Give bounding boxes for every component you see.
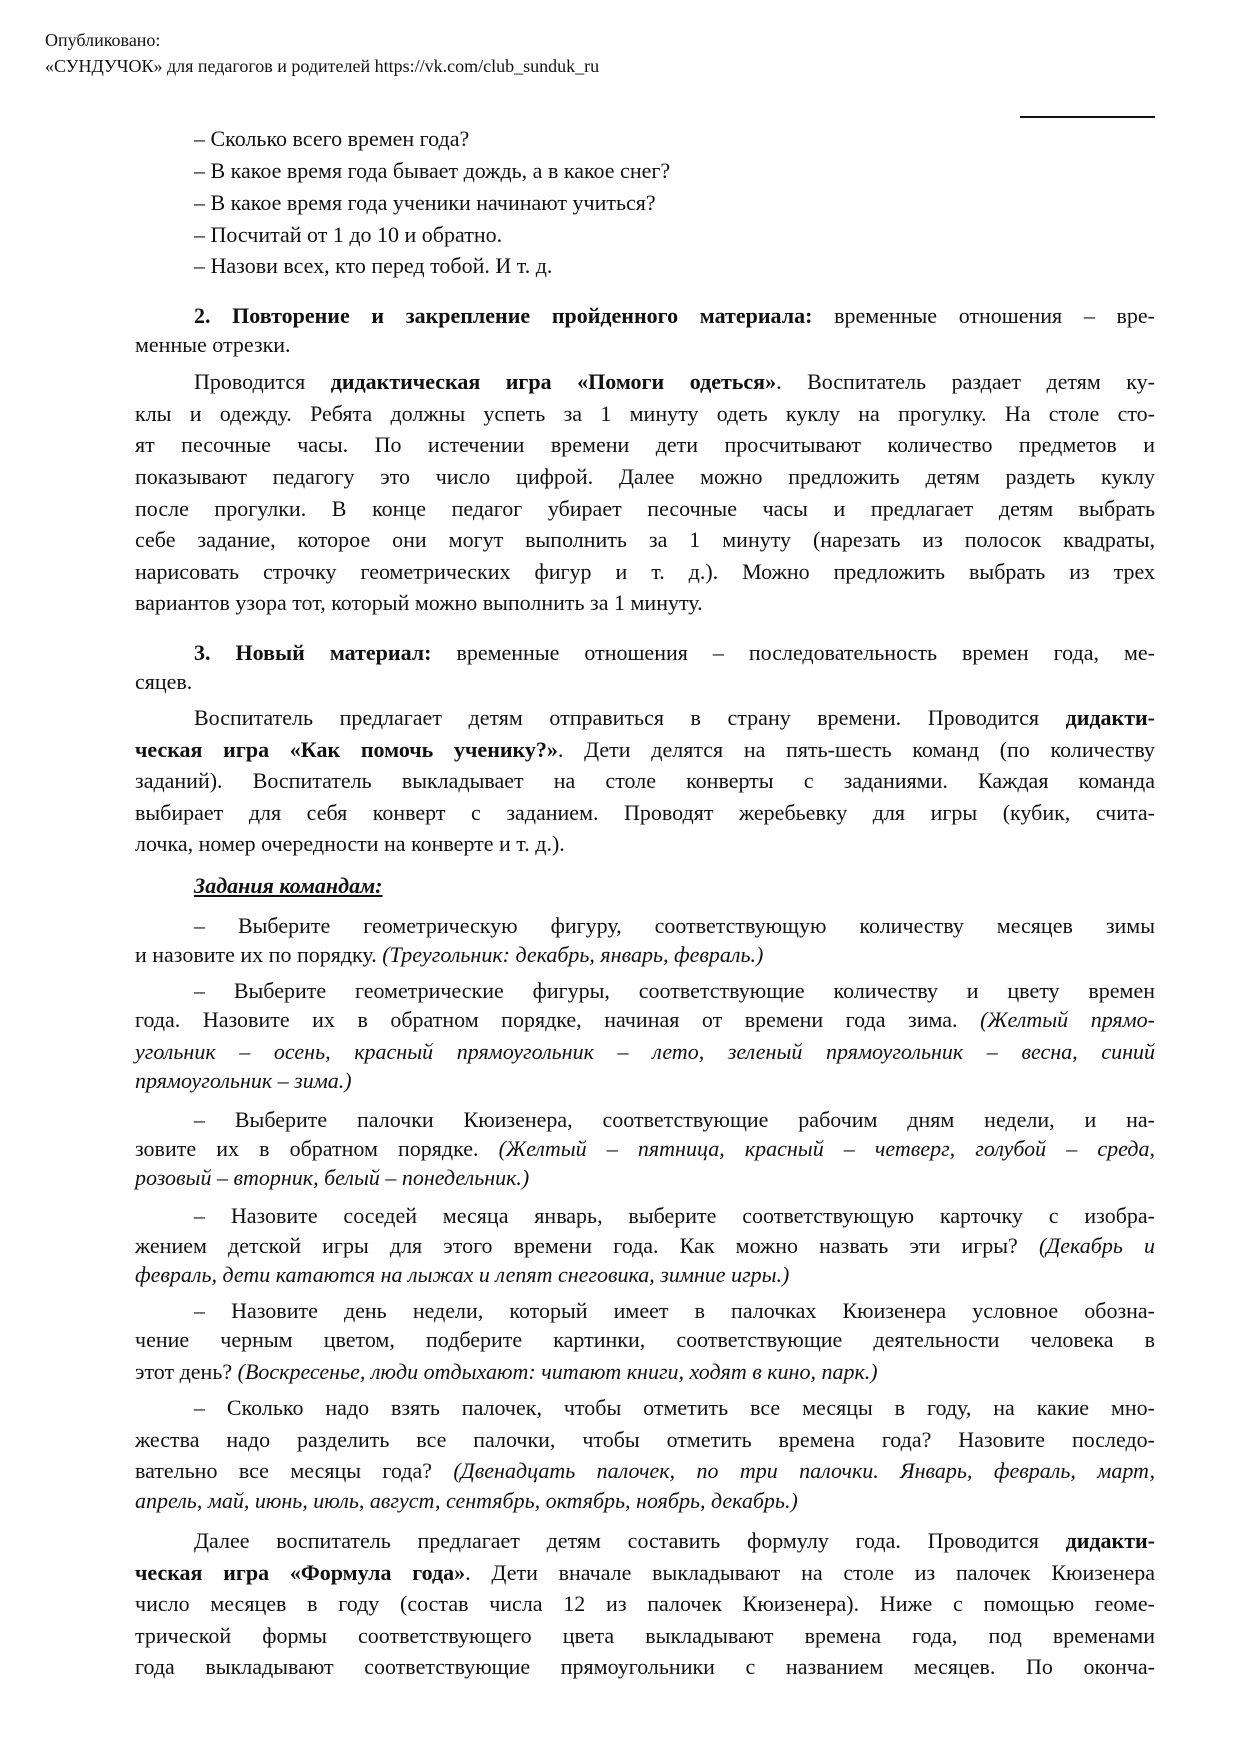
text-span: жества надо разделить все палочки, чтобы отметить времена года? Назовите последо- xyxy=(135,1427,1155,1452)
italic-answer: февраль, дети катаются на лыжах и лепят снеговика, зимние игры.) xyxy=(135,1262,790,1287)
text-span: – Сколько надо взять палочек, чтобы отметить все месяцы в году, на какие мно- xyxy=(194,1395,1155,1420)
text-span: года выкладывают соответствующие прямоугольники с названием месяцев. По оконча- xyxy=(135,1654,1155,1679)
text-line xyxy=(194,977,1155,1005)
text-line xyxy=(194,704,1155,732)
bold-text: ческая игра «Формула года» xyxy=(135,1560,466,1585)
text-line xyxy=(135,1487,1155,1515)
text-line xyxy=(194,639,1155,667)
text-span: вариантов узора тот, который можно выполнить за 1 минуту. xyxy=(135,590,703,615)
text-span: Далее воспитатель предлагает детям составить формулу года. Проводится xyxy=(194,1528,1066,1553)
text-span: – В какое время года ученики начинают учиться? xyxy=(194,190,656,215)
text-line xyxy=(135,1067,1155,1095)
text-span: временные отношения – вре- xyxy=(812,303,1155,328)
bold-text: ческая игра «Как помочь ученику?» xyxy=(135,737,558,762)
question-line xyxy=(194,189,1155,217)
text-line xyxy=(194,368,1155,396)
text-line xyxy=(194,302,1155,330)
text-span: года. Назовите их в обратном порядке, начиная от времени года зима. xyxy=(135,1007,981,1032)
divider-line xyxy=(1020,116,1155,118)
question-line xyxy=(194,252,1155,280)
text-line xyxy=(135,830,1155,858)
text-span: вательно все месяцы года? xyxy=(135,1458,454,1483)
text-line xyxy=(135,1038,1155,1066)
text-line xyxy=(135,799,1155,827)
text-span: этот день? xyxy=(135,1359,238,1384)
text-span: . Дети вначале выкладывают на столе из палочек Кюизенера xyxy=(465,1560,1156,1585)
text-span: – Назовите соседей месяца январь, выберите соответствующую карточку с изобра- xyxy=(194,1203,1155,1228)
text-line xyxy=(135,1135,1155,1163)
text-span: – Назовите день недели, который имеет в палочках Кюизенера условное обозна- xyxy=(194,1298,1155,1323)
text-line xyxy=(135,668,1155,696)
text-span: нарисовать строчку геометрических фигур и т. д.). Можно предложить выбрать из трех xyxy=(135,559,1155,584)
italic-answer: прямоугольник – зима.) xyxy=(135,1068,352,1093)
text-span: – Сколько всего времен года? xyxy=(194,126,470,151)
italic-answer: розовый – вторник, белый – понедельник.) xyxy=(135,1165,530,1190)
italic-answer: угольник – осень, красный прямоугольник – лето, зеленый прямоугольник – весна, синий xyxy=(135,1039,1155,1064)
text-span: и назовите их по порядку. xyxy=(135,942,383,967)
text-line xyxy=(135,1457,1155,1485)
text-span: выбирает для себя конверт с заданием. Проводят жеребьевку для игры (кубик, счита- xyxy=(135,800,1155,825)
text-line xyxy=(135,1559,1155,1587)
italic-answer: (Двенадцать палочек, по три палочки. Январь, февраль, март, xyxy=(453,1458,1155,1483)
text-span: – Выберите геометрические фигуры, соответствующие количеству и цвету времен xyxy=(194,978,1155,1003)
text-line xyxy=(135,1590,1155,1618)
text-line xyxy=(194,1106,1155,1134)
text-line xyxy=(135,1358,1155,1386)
text-span: зовите их в обратном порядке. xyxy=(135,1136,499,1161)
section-heading xyxy=(194,872,1155,900)
text-line xyxy=(135,1006,1155,1034)
italic-answer: (Желтый прямо- xyxy=(980,1007,1155,1032)
question-line xyxy=(194,125,1155,153)
text-line xyxy=(135,400,1155,428)
text-line xyxy=(194,1202,1155,1230)
text-span: показывают педагогу это число цифрой. Далее можно предложить детям раздеть куклу xyxy=(135,464,1155,489)
text-span: – Посчитай от 1 до 10 и обратно. xyxy=(194,222,503,247)
text-span: клы и одежду. Ребята должны успеть за 1 минуту одеть куклу на прогулку. На столе сто- xyxy=(135,401,1155,426)
text-span: после прогулки. В конце педагог убирает песочные часы и предлагает детям выбрать xyxy=(135,496,1155,521)
text-span: – Выберите геометрическую фигуру, соответствующую количеству месяцев зимы xyxy=(194,913,1155,938)
text-line xyxy=(135,767,1155,795)
italic-answer: (Воскресенье, люди отдыхают: читают книги, ходят в кино, парк.) xyxy=(237,1359,878,1384)
text-span: . Дети делятся на пять-шесть команд (по количеству xyxy=(557,737,1155,762)
italic-answer: (Треугольник: декабрь, январь, февраль.) xyxy=(382,942,764,967)
text-line xyxy=(135,331,1155,359)
text-line xyxy=(135,463,1155,491)
italic-answer: (Желтый – пятница, красный – четверг, голубой – среда, xyxy=(498,1136,1155,1161)
text-span: жением детской игры для этого времени года. Как можно назвать эти игры? xyxy=(135,1233,1039,1258)
text-line xyxy=(135,1622,1155,1650)
question-line xyxy=(194,221,1155,249)
text-span: Проводится xyxy=(194,369,331,394)
text-line xyxy=(135,1261,1155,1289)
text-line xyxy=(135,1426,1155,1454)
text-span: лочка, номер очередности на конверте и т. д.). xyxy=(135,831,565,856)
italic-answer: апрель, май, июнь, июль, август, сентябрь, октябрь, ноябрь, декабрь.) xyxy=(135,1488,798,1513)
question-line xyxy=(194,157,1155,185)
text-line xyxy=(135,431,1155,459)
text-line xyxy=(194,912,1155,940)
text-span: . Воспитатель раздает детям ку- xyxy=(776,369,1155,394)
text-span: Воспитатель предлагает детям отправиться в страну времени. Проводится xyxy=(194,705,1066,730)
bold-text: дидактическая игра «Помоги одеться» xyxy=(330,369,777,394)
text-span: – Выберите палочки Кюизенера, соответствующие рабочим дням недели, и на- xyxy=(194,1107,1155,1132)
text-span: ят песочные часы. По истечении времени дети просчитывают количество предметов и xyxy=(135,432,1155,457)
text-line xyxy=(135,589,1155,617)
text-line xyxy=(135,1326,1155,1354)
text-line xyxy=(135,1164,1155,1192)
text-line xyxy=(135,495,1155,523)
text-line xyxy=(135,736,1155,764)
heading-text: Задания командам: xyxy=(194,873,383,898)
text-span: заданий). Воспитатель выкладывает на столе конверты с заданиями. Каждая команда xyxy=(135,768,1155,793)
text-line xyxy=(194,1297,1155,1325)
text-span: менные отрезки. xyxy=(135,332,291,357)
bold-text: 3. Новый материал: xyxy=(194,640,432,665)
italic-answer: (Декабрь и xyxy=(1038,1233,1155,1258)
text-line xyxy=(135,558,1155,586)
bold-text: 2. Повторение и закрепление пройденного материала: xyxy=(194,303,813,328)
text-span: – Назови всех, кто перед тобой. И т. д. xyxy=(194,253,553,278)
text-span: – В какое время года бывает дождь, а в какое снег? xyxy=(194,158,671,183)
text-span: число месяцев в году (состав числа 12 из палочек Кюизенера). Ниже с помощью геоме- xyxy=(135,1591,1155,1616)
text-line xyxy=(194,1527,1155,1555)
bold-text: дидакти- xyxy=(1065,705,1155,730)
publisher-line: «СУНДУЧОК» для педагогов и родителей https://vk.com/club_sunduk_ru xyxy=(45,56,600,76)
text-line xyxy=(135,941,1155,969)
text-span: себе задание, которое они могут выполнить за 1 минуту (нарезать из полосок квадраты, xyxy=(135,527,1155,552)
text-span: трической формы соответствующего цвета выкладывают времена года, под временами xyxy=(135,1623,1155,1648)
published-label: Опубликовано: xyxy=(45,30,161,50)
text-span: временные отношения – последовательность времен года, ме- xyxy=(431,640,1155,665)
text-line xyxy=(135,1653,1155,1681)
bold-text: дидакти- xyxy=(1065,1528,1155,1553)
text-line xyxy=(135,1232,1155,1260)
text-span: чение черным цветом, подберите картинки, соответствующие деятельности человека в xyxy=(135,1327,1155,1352)
text-line xyxy=(194,1394,1155,1422)
text-span: сяцев. xyxy=(135,669,193,694)
text-line xyxy=(135,526,1155,554)
